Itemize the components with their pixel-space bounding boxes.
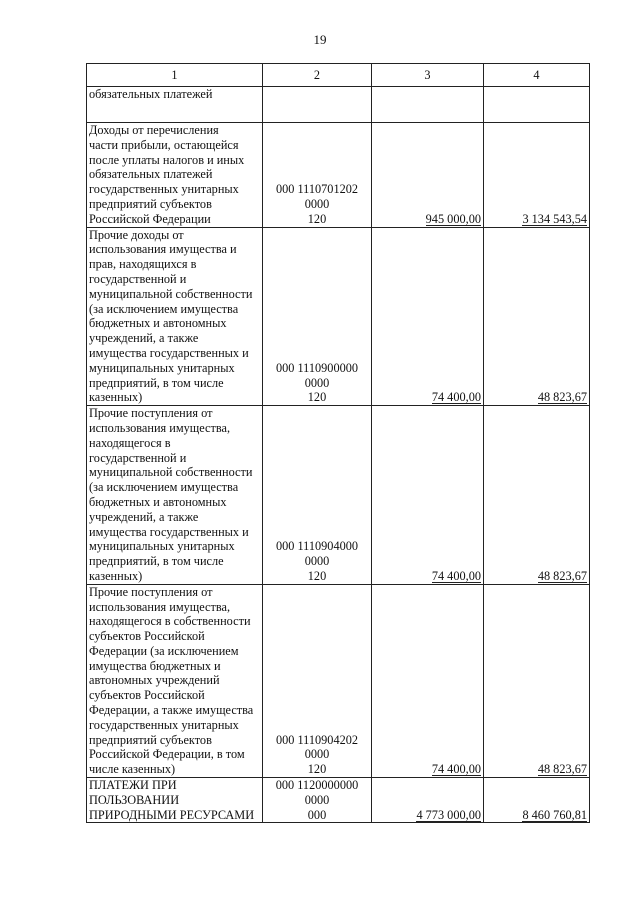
table-row: [87, 406, 590, 585]
row-code: 000 1120000000 0000 000: [263, 778, 372, 823]
row-name: Доходы от перечисления части прибыли, остающейся после уплаты налогов и иных обязательных платежей государственных унитарных предприятий субъектов Российской Федерации: [87, 123, 263, 228]
row-actual-value: 48 823,67: [537, 568, 587, 583]
row-plan-value: 945 000,00: [425, 211, 481, 226]
row-plan: [372, 584, 484, 777]
row-actual-value: 3 134 543,54: [522, 211, 587, 226]
column-header-3: 3: [372, 64, 484, 87]
row-actual: [484, 778, 590, 823]
table-header-row: [87, 64, 590, 87]
row-name: Прочие поступления от использования имущества, находящегося в собственности субъектов Российской Федерации (за исключением имущества бюджетных и автономных учреждений субъектов Российской Федерации, а также имущества государственных унитарных предприятий субъектов Российской Федерации, в том числе казенных): [87, 584, 263, 777]
row-name: Прочие доходы от использования имущества и прав, находящихся в государственной и муниципальной собственности (за исключением имущества бюджетных и автономных учреждений, а также имущества государственных и муниципальных унитарных предприятий, в том числе казенных): [87, 227, 263, 406]
row-actual: [484, 87, 590, 123]
table-row: [87, 123, 590, 228]
table-row: [87, 778, 590, 823]
row-plan: [372, 123, 484, 228]
page-number: 19: [313, 32, 327, 47]
row-actual: [484, 406, 590, 585]
row-plan: [372, 87, 484, 123]
row-actual: [484, 123, 590, 228]
table-row: [87, 227, 590, 406]
row-code: 000 1110701202 0000 120: [263, 123, 372, 228]
row-code: [263, 87, 372, 123]
row-name: Прочие поступления от использования имущества, находящегося в государственной и муниципальной собственности (за исключением имущества бюджетных и автономных учреждений, а также имущества государственных и муниципальных унитарных предприятий, в том числе казенных): [87, 406, 263, 585]
table-row: [87, 87, 590, 123]
row-actual: [484, 584, 590, 777]
row-actual-value: 48 823,67: [537, 390, 587, 405]
column-header-2: 2: [263, 64, 372, 87]
row-plan: [372, 227, 484, 406]
row-actual-value: 8 460 760,81: [522, 807, 587, 822]
table-row: [87, 584, 590, 777]
row-name: ПЛАТЕЖИ ПРИ ПОЛЬЗОВАНИИ ПРИРОДНЫМИ РЕСУРСАМИ: [87, 778, 263, 823]
budget-table: [86, 63, 590, 823]
column-header-4: 4: [484, 64, 590, 87]
row-code: 000 1110900000 0000 120: [263, 227, 372, 406]
row-plan: [372, 406, 484, 585]
row-plan-value: 74 400,00: [431, 390, 481, 405]
row-plan-value: 74 400,00: [431, 568, 481, 583]
row-code: 000 1110904202 0000 120: [263, 584, 372, 777]
row-actual: [484, 227, 590, 406]
row-plan-value: 74 400,00: [431, 762, 481, 777]
column-header-1: 1: [87, 64, 263, 87]
row-code: 000 1110904000 0000 120: [263, 406, 372, 585]
row-plan-value: 4 773 000,00: [416, 807, 481, 822]
row-name: обязательных платежей: [87, 87, 263, 123]
row-actual-value: 48 823,67: [537, 762, 587, 777]
row-plan: [372, 778, 484, 823]
